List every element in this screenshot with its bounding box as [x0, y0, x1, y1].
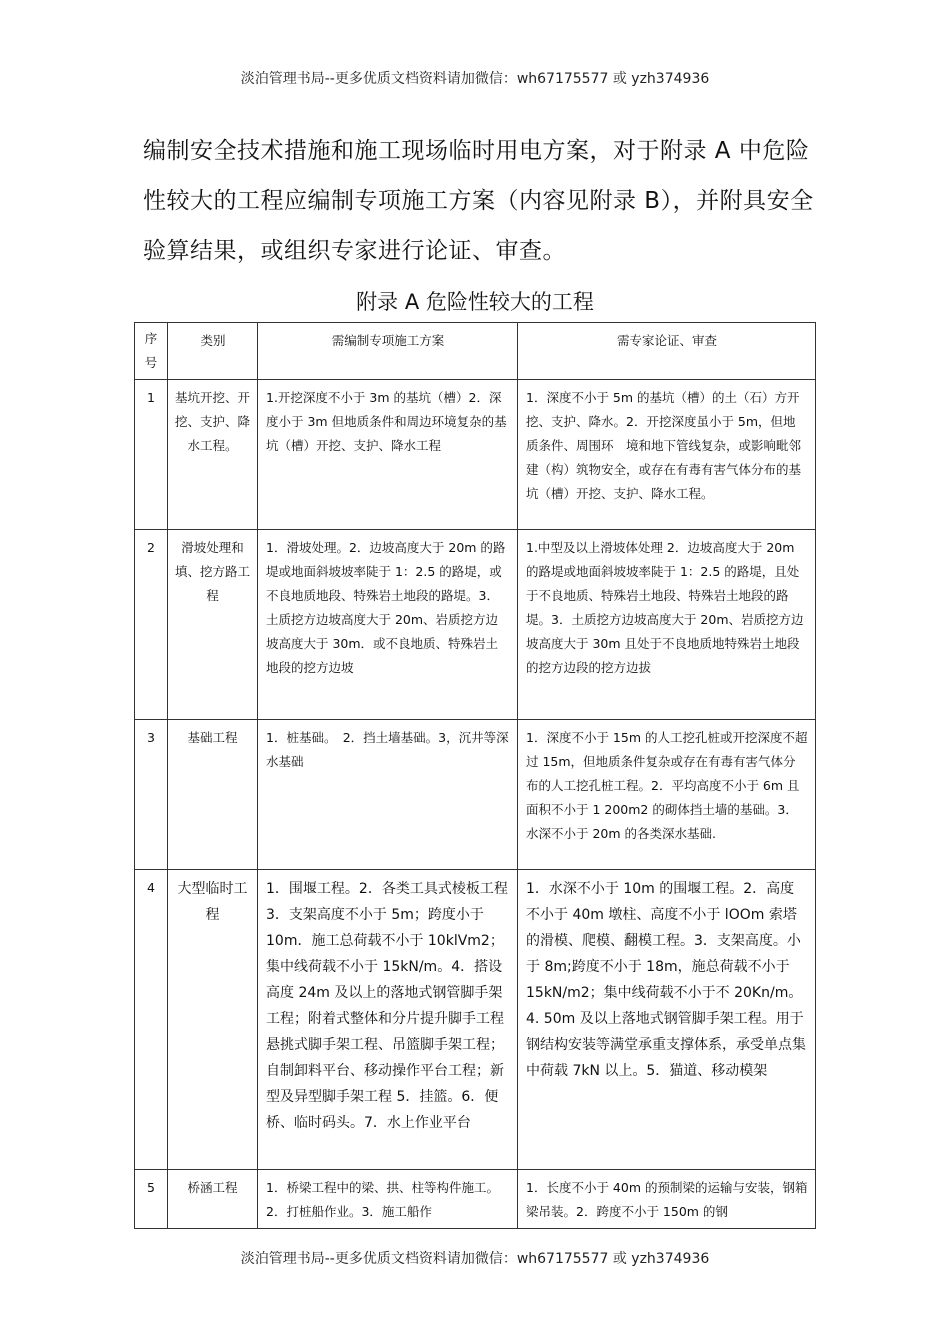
row-plan: 1．围堰工程。2．各类工具式棱板工程 3．支架高度不小于 5m；跨度小于 10m．施工总荷载不小于 10klVm2；集中线荷载不小于 15kN/m。4．搭设高度 24m 及以上的落地式钢管脚手架工程；附着式整体和分片提升脚手工程悬挑式脚手架工程、吊篮脚手架工程；自制卸料平台、移动操作平台工程；新型及异型脚手架工程 5．挂篮。6．便桥、临时码头。7．水上作业平台 — [258, 870, 518, 1170]
row-category: 基坑开挖、开挖、支护、降水工程。 — [168, 380, 258, 530]
row-category: 基础工程 — [168, 720, 258, 870]
row-plan: 1．桥梁工程中的梁、拱、柱等构件施工。2．打桩船作业。3．施工船作 — [258, 1170, 518, 1229]
row-plan: 1．滑坡处理。2．边坡高度大于 20m 的路堤或地面斜坡坡率陡于 1：2.5 的路堤，或不良地质地段、特殊岩土地段的路堤。3．土质挖方边坡高度大于 20m、岩质挖方边坡高度大于 30m．或不良地质、特殊岩土地段的挖方边坡 — [258, 530, 518, 720]
row-category: 桥涵工程 — [168, 1170, 258, 1229]
row-no: 1 — [135, 380, 168, 530]
table-row — [135, 720, 816, 870]
row-review: 1．水深不小于 10m 的围堰工程。2．高度不小于 40m 墩柱、高度不小于 lOOm 索塔的滑模、爬模、翻模工程。3．支架高度。小于 8m;跨度不小于 18m，施总荷载不小于 15kN/m2；集中线荷载不小于不 20Kn/m。4. 50m 及以上落地式钢管脚手架工程。用于 钢结构安装等满堂承重支撑体系，承受单点集中荷载 7kN 以上。5．猫道、移动模架 — [518, 870, 816, 1170]
row-review: 1．深度不小于 15m 的人工挖孔桩或开挖深度不超过 15m，但地质条件复杂或存在有毒有害气体分布的人工挖孔桩工程。2．平均高度不小于 6m 且面积不小于 1 200m2 的砌体挡土墙的基础。3．水深不小于 20m 的各类深水基础. — [518, 720, 816, 870]
header-no: 序号 — [135, 323, 168, 380]
table-header-row — [135, 323, 816, 380]
page-footer: 淡泊管理书局--更多优质文档资料请加微信：wh67175577 或 yzh374936 — [240, 1251, 710, 1267]
row-plan: 1.开挖深度不小于 3m 的基坑（槽）2．深度小于 3m 但地质条件和周边环境复杂的基坑（槽）开挖、支护、降水工程 — [258, 380, 518, 530]
row-category: 滑坡处理和填、挖方路工程 — [168, 530, 258, 720]
header-category: 类别 — [168, 323, 258, 380]
header-plan: 需编制专项施工方案 — [258, 323, 518, 380]
table-row — [135, 530, 816, 720]
table-row — [135, 870, 816, 1170]
page-header: 淡泊管理书局--更多优质文档资料请加微信：wh67175577 或 yzh374936 — [240, 71, 710, 87]
row-review: 1.中型及以上滑坡体处理 2．边坡高度大于 20m 的路堤或地面斜坡坡率陡于 1：2.5 的路堤，且处于不良地质、特殊岩土地段、特殊岩土地段的路堤。3．土质挖方边坡高度大于 20m、岩质挖方边 坡高度大于 30m 且处于不良地质地特殊岩土地段的挖方边段的挖方边拔 — [518, 530, 816, 720]
row-no: 4 — [135, 870, 168, 1170]
row-category: 大型临时工程 — [168, 870, 258, 1170]
row-review: 1．深度不小于 5m 的基坑（槽）的土（石）方开挖、支护、降水。2．开挖深度虽小于 5m，但地质条件、周围环 境和地下管线复杂，或影响毗邻建（构）筑物安全，或存在有毒有害气体分布的基坑（槽）开挖、支护、降水工程。 — [518, 380, 816, 530]
table-row — [135, 380, 816, 530]
row-no: 2 — [135, 530, 168, 720]
intro-paragraph: 编制安全技术措施和施工现场临时用电方案，对于附录 A 中危险性较大的工程应编制专项施工方案（内容见附录 B），并附具安全验算结果，或组织专家进行论证、审查。 — [143, 138, 814, 264]
table-title: 附录 A 危险性较大的工程 — [356, 290, 594, 314]
row-review: 1．长度不小于 40m 的预制梁的运输与安装，钢箱梁吊装。2．跨度不小于 150m 的钢 — [518, 1170, 816, 1229]
row-no: 3 — [135, 720, 168, 870]
hazard-table — [134, 322, 829, 1229]
row-no: 5 — [135, 1170, 168, 1229]
row-plan: 1．桩基础。 2．挡土墙基础。3，沉井等深水基础 — [258, 720, 518, 870]
header-review: 需专家论证、审查 — [518, 323, 816, 380]
table-row — [135, 1170, 816, 1229]
